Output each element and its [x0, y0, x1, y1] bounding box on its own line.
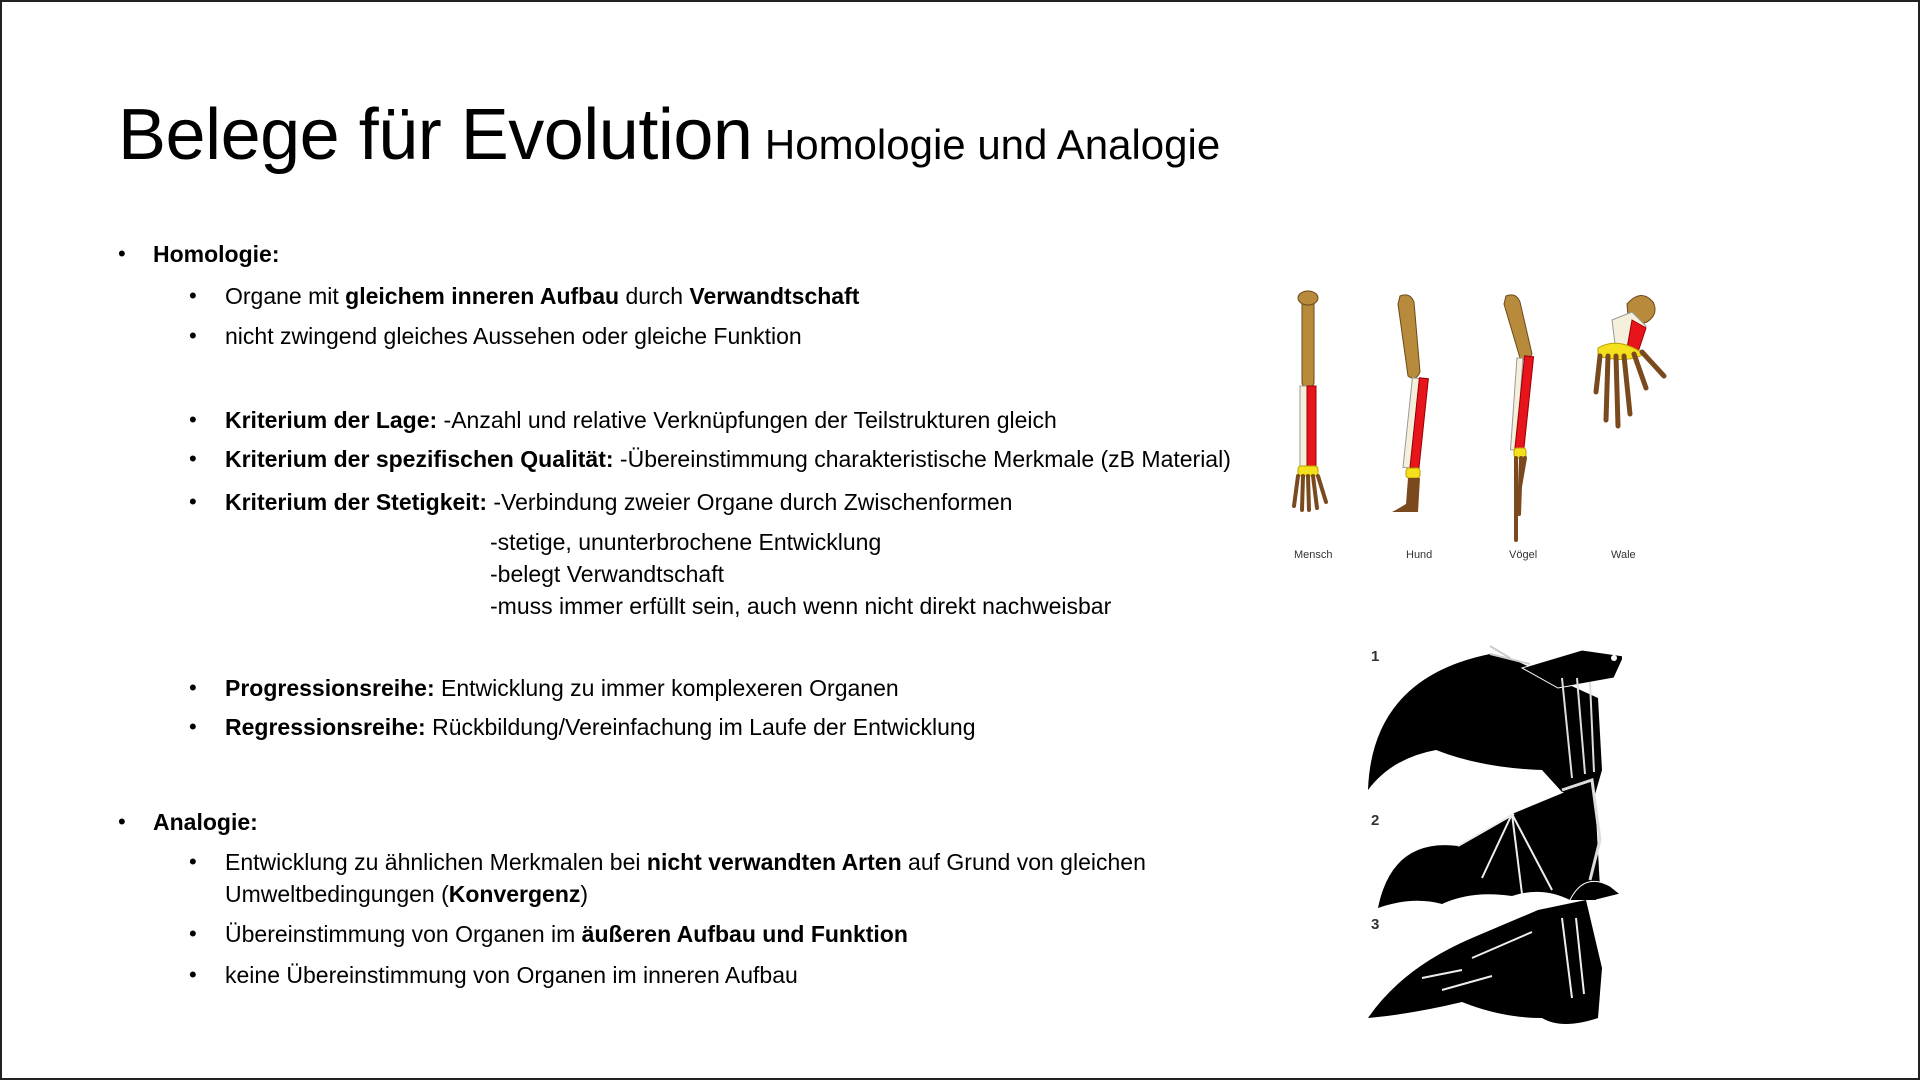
bullet-dot: •	[189, 714, 197, 739]
kriterium-stetigkeit: Kriterium der Stetigkeit: -Verbindung zweier Organe durch Zwischenformen	[225, 489, 1013, 515]
bird-wing-skeleton-illustration	[1368, 881, 1620, 1024]
pterosaur-wing-illustration	[1368, 646, 1622, 798]
bullet-dot: •	[189, 323, 197, 348]
analogous-wings-figure	[1362, 638, 1622, 1032]
label-hund: Hund	[1406, 549, 1433, 561]
homologie-item-aussehen: nicht zwingend gleiches Aussehen oder gleiche Funktion	[225, 323, 802, 349]
homologous-limbs-figure	[1282, 290, 1682, 550]
dog-leg-illustration	[1392, 295, 1428, 512]
wing-number-1: 1	[1371, 648, 1380, 665]
analogie-heading: Analogie:	[153, 809, 258, 835]
bullet-dot: •	[189, 962, 197, 987]
label-wale: Wale	[1611, 549, 1636, 561]
bullet-dot: •	[189, 407, 197, 432]
regressionsreihe: Regressionsreihe: Rückbildung/Vereinfachung im Laufe der Entwicklung	[225, 714, 976, 740]
progressionsreihe: Progressionsreihe: Entwicklung zu immer komplexeren Organen	[225, 675, 899, 701]
label-voegel: Vögel	[1509, 549, 1538, 561]
stetigkeit-line-3: -muss immer erfüllt sein, auch wenn nicht direkt nachweisbar	[490, 593, 1112, 619]
bullet-dot: •	[118, 241, 126, 266]
stetigkeit-line-2: -belegt Verwandtschaft	[490, 561, 724, 587]
analogie-item-konvergenz: Entwicklung zu ähnlichen Merkmalen bei nicht verwandten Arten auf Grund von gleichen	[225, 849, 1146, 875]
bullet-dot: •	[189, 283, 197, 308]
title-main: Belege für Evolution	[118, 95, 753, 175]
bullet-dot: •	[118, 809, 126, 834]
human-arm-illustration	[1294, 291, 1326, 510]
analogie-item-innerer-aufbau: keine Übereinstimmung von Organen im inneren Aufbau	[225, 962, 798, 988]
label-mensch: Mensch	[1294, 549, 1333, 561]
bird-wing-illustration	[1504, 295, 1534, 540]
kriterium-qualitaet: Kriterium der spezifischen Qualität: -Übereinstimmung charakteristische Merkmale (zB Material)	[225, 446, 1231, 472]
homologie-item-aufbau: Organe mit gleichem inneren Aufbau durch Verwandtschaft	[225, 283, 860, 309]
bullet-dot: •	[189, 489, 197, 514]
bullet-dot: •	[189, 446, 197, 471]
bullet-dot: •	[189, 921, 197, 946]
kriterium-lage: Kriterium der Lage: -Anzahl und relative Verknüpfungen der Teilstrukturen gleich	[225, 407, 1057, 433]
analogie-item-konvergenz-line2: Umweltbedingungen (Konvergenz)	[225, 881, 589, 907]
bullet-dot: •	[189, 675, 197, 700]
wing-number-3: 3	[1371, 916, 1380, 933]
title-sub: Homologie und Analogie	[764, 121, 1221, 168]
stetigkeit-line-1: -stetige, ununterbrochene Entwicklung	[490, 529, 882, 555]
bat-wing-illustration	[1378, 780, 1600, 908]
homologie-heading: Homologie:	[153, 241, 280, 267]
whale-flipper-illustration	[1596, 295, 1664, 426]
analogie-item-aeusserer-aufbau: Übereinstimmung von Organen im äußeren Aufbau und Funktion	[225, 921, 908, 947]
wing-number-2: 2	[1371, 812, 1380, 829]
page-title	[118, 94, 1220, 176]
bullet-dot: •	[189, 849, 197, 874]
